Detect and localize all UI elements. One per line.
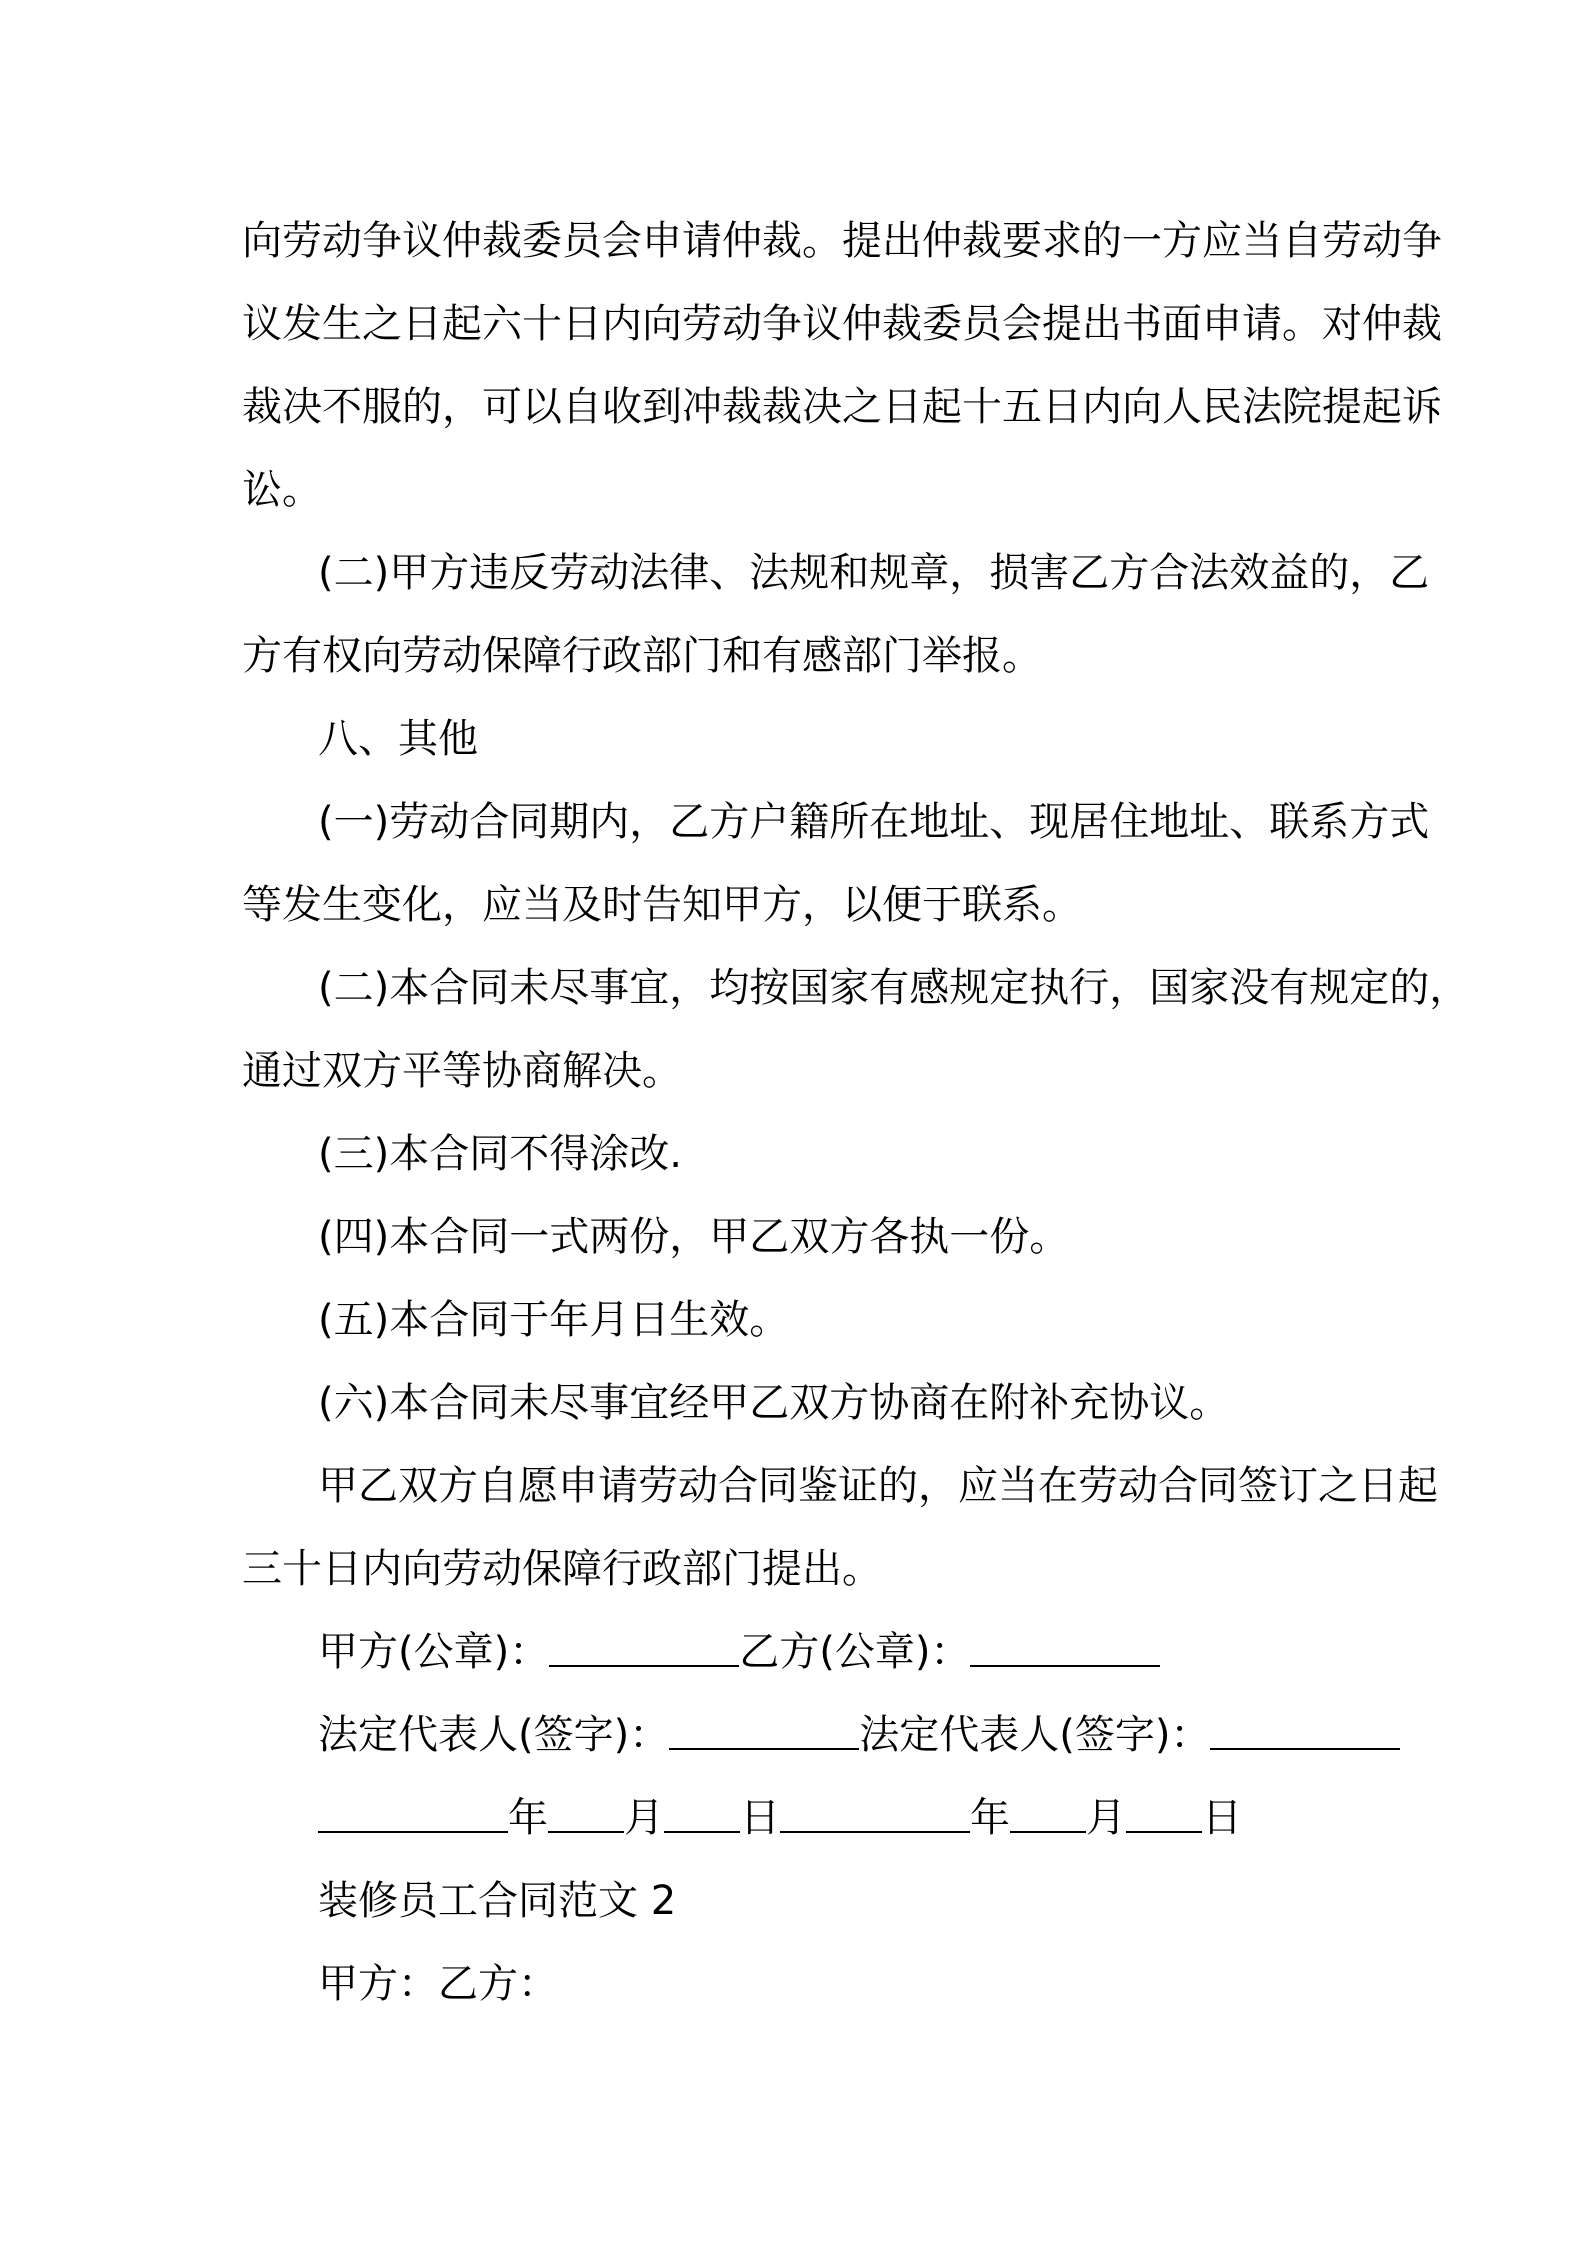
rep-a-label: 法定代表人(签字)： [318,1712,670,1758]
paragraph-line: (一)劳动合同期内，乙方户籍所在地址、现居住地址、联系方式 [318,799,1430,845]
section-heading: 八、其他 [318,716,478,762]
party-b-seal-blank[interactable] [970,1629,1160,1667]
day-label: 日 [740,1795,780,1841]
rep-b-blank[interactable] [1210,1712,1400,1750]
party-a-seal-label: 甲方(公章)： [318,1629,550,1675]
paragraph-line: 方有权向劳动保障行政部门和有感部门举报。 [242,633,1042,679]
paragraph-line: (四)本合同一式两份，甲乙双方各执一份。 [318,1214,1070,1260]
date-b-day-blank[interactable] [1126,1795,1202,1833]
month-label: 月 [624,1795,664,1841]
paragraph-line: 裁决不服的，可以自收到冲裁裁决之日起十五日内向人民法院提起诉 [242,384,1442,430]
date-b-month-blank[interactable] [1010,1795,1086,1833]
year-label: 年 [970,1795,1010,1841]
date-line [242,1777,1354,1860]
paragraph-line: 通过双方平等协商解决。 [242,1048,682,1094]
paragraph-line: 三十日内向劳动保障行政部门提出。 [242,1546,882,1592]
day-label: 日 [1202,1795,1242,1841]
paragraph-line: (三)本合同不得涂改. [318,1131,682,1177]
date-b-year-blank[interactable] [780,1795,970,1833]
parties-line: 甲方：乙方： [318,1961,558,2007]
date-a-month-blank[interactable] [548,1795,624,1833]
date-a-day-blank[interactable] [664,1795,740,1833]
paragraph-line: 向劳动争议仲裁委员会申请仲裁。提出仲裁要求的一方应当自劳动争 [242,218,1442,264]
paragraph-line: 甲乙双方自愿申请劳动合同鉴证的，应当在劳动合同签订之日起 [318,1463,1438,1509]
seal-line [242,1611,1354,1694]
paragraph-line: (六)本合同未尽事宜经甲乙双方协商在附补充协议。 [318,1380,1230,1426]
paragraph-line: (二)本合同未尽事宜，均按国家有感规定执行，国家没有规定的， [318,965,1470,1011]
rep-a-blank[interactable] [669,1712,859,1750]
rep-b-label: 法定代表人(签字)： [859,1712,1211,1758]
section-title: 装修员工合同范文 2 [318,1878,677,1924]
document-page [242,200,1470,2026]
paragraph-line: 议发生之日起六十日内向劳动争议仲裁委员会提出书面申请。对仲裁 [242,301,1442,347]
month-label: 月 [1086,1795,1126,1841]
party-a-seal-blank[interactable] [549,1629,739,1667]
paragraph-line: (二)甲方违反劳动法律、法规和规章，损害乙方合法效益的，乙 [318,550,1430,596]
year-label: 年 [508,1795,548,1841]
paragraph-line: 讼。 [242,467,322,513]
party-b-seal-label: 乙方(公章)： [739,1629,971,1675]
representative-line [242,1694,1354,1777]
date-a-year-blank[interactable] [318,1795,508,1833]
paragraph-line: 等发生变化，应当及时告知甲方，以便于联系。 [242,882,1082,928]
paragraph-line: (五)本合同于年月日生效。 [318,1297,790,1343]
